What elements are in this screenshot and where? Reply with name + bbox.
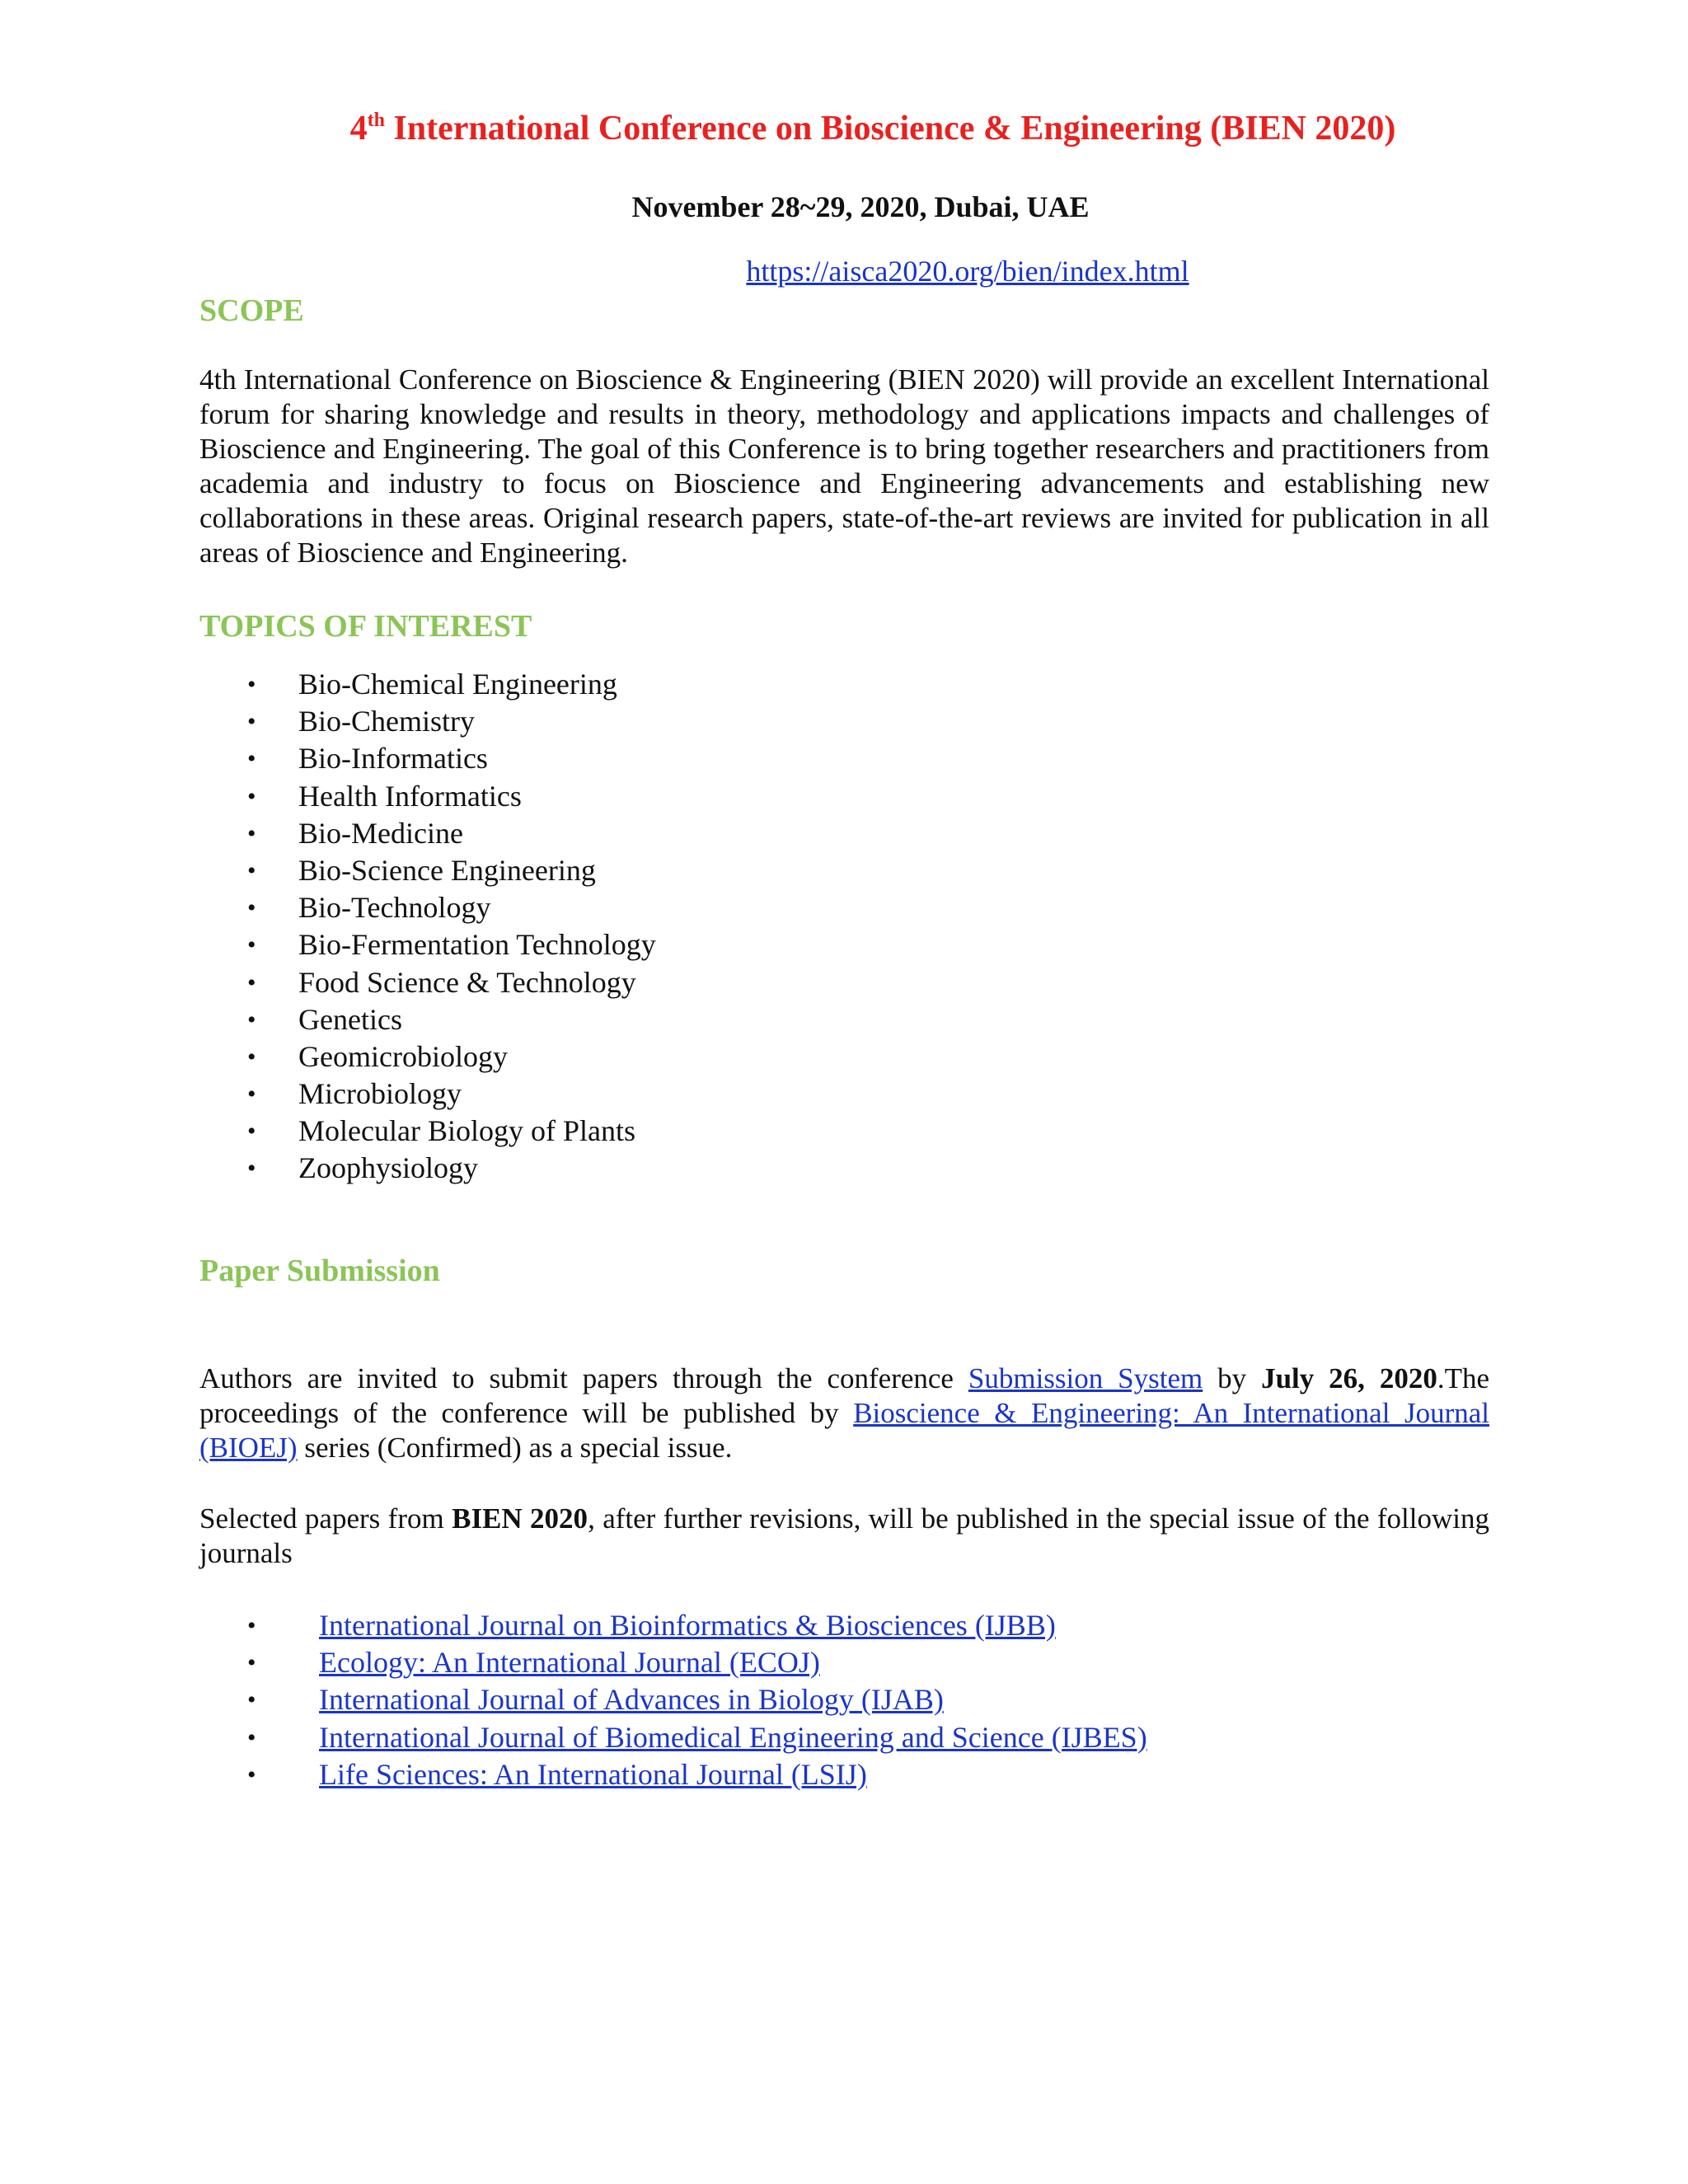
list-item bbox=[199, 815, 656, 852]
bullet-icon: • bbox=[247, 931, 256, 959]
list-item bbox=[199, 778, 656, 815]
list-item bbox=[199, 666, 656, 703]
journal-link[interactable]: Life Sciences: An International Journal (LSIJ) bbox=[319, 1757, 867, 1791]
list-item bbox=[199, 926, 656, 963]
scope-paragraph: 4th International Conference on Bioscience & Engineering (BIEN 2020) will provide an excellent International forum for sharing knowledge and results in theory, methodology and applications impacts and challenges of Bioscience and Engineering. The goal of this Conference is to bring together researchers and practitioners from academia and industry to focus on Bioscience and Engineering advancements and establishing new collaborations in these areas. Original research papers, state-of-the-art reviews are invited for publication in all areas of Bioscience and Engineering. bbox=[199, 363, 1489, 569]
list-item bbox=[199, 1001, 656, 1038]
topics-list bbox=[199, 666, 656, 1188]
conference-dateline: November 28~29, 2020, Dubai, UAE bbox=[631, 190, 1090, 223]
bullet-icon: • bbox=[247, 1043, 256, 1071]
conference-url-line bbox=[0, 254, 1688, 288]
list-item bbox=[199, 1644, 1147, 1681]
topic-label: Zoophysiology bbox=[298, 1151, 479, 1185]
submission-system-link[interactable]: Submission System bbox=[968, 1362, 1203, 1394]
bullet-icon: • bbox=[247, 782, 256, 810]
journal-link[interactable]: International Journal of Biomedical Engineering and Science (IJBES) bbox=[319, 1720, 1147, 1754]
conference-url-link[interactable]: https://aisca2020.org/bien/index.html bbox=[746, 255, 1189, 288]
list-item bbox=[199, 1756, 1147, 1793]
journals-list bbox=[199, 1607, 1147, 1793]
journal-link[interactable]: Ecology: An International Journal (ECOJ) bbox=[319, 1646, 820, 1680]
bullet-icon: • bbox=[247, 1612, 256, 1639]
bullet-icon: • bbox=[247, 745, 256, 773]
title-ordinal-suffix: th bbox=[367, 110, 385, 131]
list-item bbox=[199, 1150, 656, 1187]
bullet-icon: • bbox=[247, 1649, 256, 1677]
topic-label: Food Science & Technology bbox=[298, 965, 636, 999]
journal-link[interactable]: International Journal on Bioinformatics & Biosciences (IJBB) bbox=[319, 1609, 1056, 1642]
topic-label: Microbiology bbox=[298, 1077, 462, 1111]
topic-label: Bio-Medicine bbox=[298, 816, 463, 850]
bullet-icon: • bbox=[247, 1686, 256, 1714]
topic-label: Molecular Biology of Plants bbox=[298, 1114, 635, 1148]
topic-label: Bio-Science Engineering bbox=[298, 853, 596, 887]
conference-acronym: BIEN 2020 bbox=[452, 1502, 588, 1535]
topic-label: Genetics bbox=[298, 1002, 402, 1036]
bullet-icon: • bbox=[247, 671, 256, 698]
conference-title bbox=[0, 109, 1688, 148]
paper-submission-heading: Paper Submission bbox=[199, 1254, 440, 1288]
list-item bbox=[199, 1681, 1147, 1718]
list-item bbox=[199, 1719, 1147, 1756]
selected-papers-paragraph bbox=[199, 1502, 1489, 1571]
journal-link[interactable]: International Journal of Advances in Biology (IJAB) bbox=[319, 1683, 944, 1717]
submission-text: series (Confirmed) as a special issue. bbox=[297, 1432, 733, 1464]
submission-text: .The proceedings of the conference will be published by bbox=[199, 1362, 1489, 1429]
list-item bbox=[199, 1076, 656, 1113]
submission-text: Authors are invited to submit papers through the conference bbox=[199, 1362, 968, 1394]
list-item bbox=[199, 889, 656, 926]
bullet-icon: • bbox=[247, 894, 256, 922]
topics-heading: TOPICS OF INTEREST bbox=[199, 609, 532, 644]
topic-label: Geomicrobiology bbox=[298, 1039, 508, 1073]
title-text: International Conference on Bioscience & Engineering (BIEN 2020) bbox=[384, 110, 1396, 148]
selected-text: , after further revisions, will be published in the special issue of the following journals bbox=[199, 1502, 1490, 1569]
list-item bbox=[199, 740, 656, 777]
bullet-icon: • bbox=[247, 1118, 256, 1146]
bullet-icon: • bbox=[247, 1155, 256, 1183]
topic-label: Bio-Technology bbox=[298, 891, 491, 925]
list-item bbox=[199, 703, 656, 740]
topic-label: Bio-Informatics bbox=[298, 742, 488, 776]
bullet-icon: • bbox=[247, 708, 256, 736]
bullet-icon: • bbox=[247, 1080, 256, 1108]
bioej-journal-link[interactable]: Bioscience & Engineering: An International Journal (BIOEJ) bbox=[199, 1397, 1489, 1464]
submission-text: by bbox=[1203, 1362, 1262, 1394]
list-item bbox=[199, 1113, 656, 1150]
list-item bbox=[199, 1607, 1147, 1644]
topic-label: Bio-Chemical Engineering bbox=[298, 668, 617, 701]
scope-heading: SCOPE bbox=[199, 293, 304, 328]
submission-paragraph bbox=[199, 1361, 1489, 1465]
bullet-icon: • bbox=[247, 856, 256, 884]
bullet-icon: • bbox=[247, 968, 256, 996]
title-ordinal-number: 4 bbox=[349, 110, 368, 148]
bullet-icon: • bbox=[247, 1723, 256, 1751]
submission-deadline: July 26, 2020 bbox=[1261, 1362, 1437, 1394]
list-item bbox=[199, 964, 656, 1001]
list-item bbox=[199, 1038, 656, 1076]
topic-label: Bio-Chemistry bbox=[298, 705, 475, 738]
selected-text: Selected papers from bbox=[199, 1502, 452, 1535]
topic-label: Bio-Fermentation Technology bbox=[298, 928, 656, 962]
topic-label: Health Informatics bbox=[298, 779, 522, 813]
bullet-icon: • bbox=[247, 819, 256, 847]
bullet-icon: • bbox=[247, 1760, 256, 1788]
bullet-icon: • bbox=[247, 1005, 256, 1033]
list-item bbox=[199, 852, 656, 889]
